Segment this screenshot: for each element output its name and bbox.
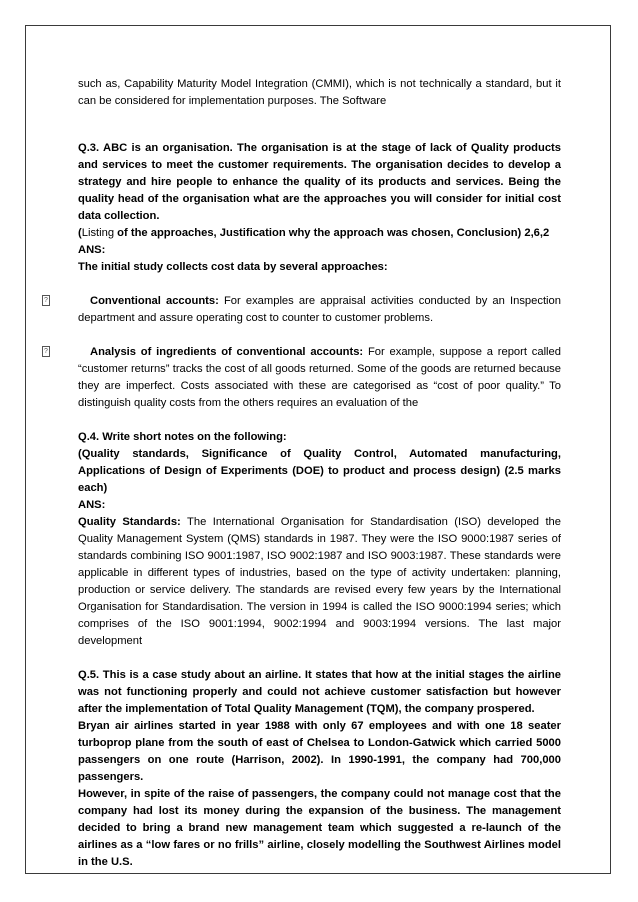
- bullet-2-title: Analysis of ingredients of conventional accounts:: [90, 346, 364, 358]
- q3-marking: (Listing of the approaches, Justification why the approach was chosen, Conclusion) 2,6,2: [78, 227, 550, 239]
- q4-quality-standards: [78, 514, 561, 650]
- q4-topics: (Quality standards, Significance of Quality Control, Automated manufacturing, Applications of Design of Experiments (DOE) to product and process design) (2.5 marks each): [78, 448, 561, 494]
- bullet-2-text: For example, suppose a report called “customer returns” tracks the cost of all goods returned. Some of the goods are returned because they are imperfect. Costs associated with these are categorised as “cost of poor quality.” To distinguish quality costs from the others requires an evaluation of the: [78, 346, 561, 409]
- q3-bullet-2: [44, 344, 561, 412]
- intro-paragraph: such as, Capability Maturity Model Integration (CMMI), which is not technically a standard, but it can be considered for implementation purposes. The Software: [78, 78, 561, 107]
- bullet-1-title: Conventional accounts:: [90, 295, 219, 307]
- q4-ans-label: ANS:: [78, 499, 106, 511]
- document-body: [44, 76, 561, 871]
- q3-listing-word: Listing: [81, 227, 115, 239]
- q3-intro: The initial study collects cost data by several approaches:: [78, 261, 388, 273]
- q3-bullet-1: [44, 293, 561, 327]
- q4-question: Q.4. Write short notes on the following:: [78, 431, 287, 443]
- q5-bryan-paragraph: Bryan air airlines started in year 1988 with only 67 employees and with one 18 seater turboprop plane from the south of east of Chelsea to London-Gatwick which carried 5000 passengers on one route (Harrison, 2002). In 1990-1991, the company had 700,000 passengers.: [78, 720, 561, 783]
- q3-question: [78, 140, 561, 225]
- q5-question: Q.5. This is a case study about an airline. It states that how at the initial stages the airline was not functioning properly and could not achieve customer satisfaction but however after the implementation of Total Quality Management (TQM), the company prospered.: [78, 669, 561, 715]
- q5-however-paragraph: However, in spite of the raise of passengers, the company could not manage cost that the company had lost its money during the expansion of the business. The management decided to bring a brand new management team which suggested a re-launch of the airlines as a “low fares or no frills” airline, closely modelling the Southwest Airlines model in the U.S.: [78, 788, 561, 868]
- quality-standards-text: The International Organisation for Standardisation (ISO) developed the Quality Management System (QMS) standards in 1987. They were the ISO 9000:1987 series of standards combining ISO 9001:1987, ISO 9002:1987 and ISO 9003:1987. These standards were applicable in different types of industries, based on the type of activity undertaken: planning, production or service delivery. The standards are revised every few years by the International Organisation for Standardisation. The version in 1994 is called the ISO 9000:1994 series; which comprises of the ISO 9001:1994, 9002:1994 and 9003:1994 versions. The last major development: [78, 516, 561, 647]
- q3-marking-rest: of the approaches, Justification why the approach was chosen, Conclusion) 2,6,2: [114, 227, 550, 239]
- bullet-box-icon: ?: [42, 346, 50, 357]
- q3-question-text: Q.3. ABC is an organisation. The organisation is at the stage of lack of Quality products and services to meet the customer requirements. The organisation decides to develop a strategy and hire people to enhance the quality of its products and services. Being the quality head of the organisation what are the approaches you will consider for initial cost data collection.: [78, 142, 561, 222]
- bullet-1-text: For examples are appraisal activities conducted by an Inspection department and assure operating cost to counter to customer problems.: [78, 295, 561, 324]
- bullet-box-icon: ?: [42, 295, 50, 306]
- q3-ans-label: ANS:: [78, 244, 106, 256]
- quality-standards-title: Quality Standards:: [78, 516, 181, 528]
